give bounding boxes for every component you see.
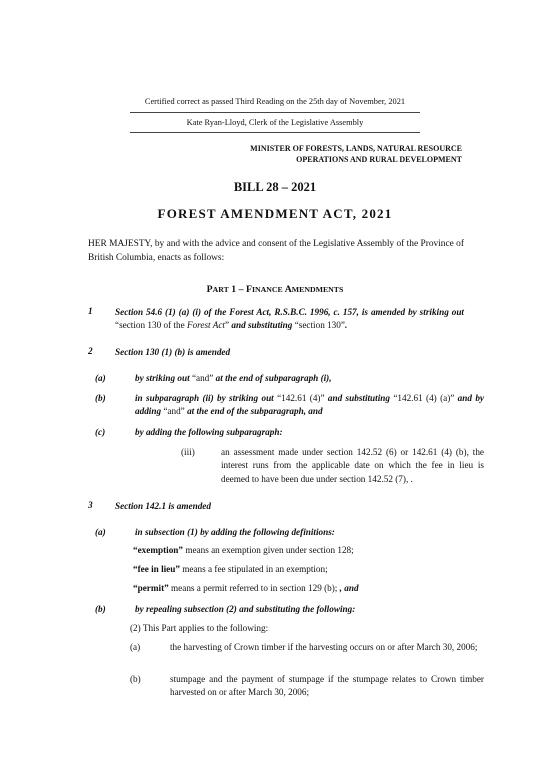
subsection-2: (2) This Part applies to the following: — [130, 623, 269, 633]
section-number: 2 — [88, 346, 93, 356]
paragraph-2a: (a) by striking out “and” at the end of subparagraph (i), — [95, 373, 332, 383]
section-3-heading: Section 142.1 is amended — [115, 501, 211, 511]
part-heading: PART 1 – FINANCE AMENDMENTS — [206, 284, 344, 295]
section-2-heading: Section 130 (1) (b) is amended — [115, 347, 231, 357]
act-title: FOREST AMENDMENT ACT, 2021 — [157, 206, 393, 221]
clerk-line: Kate Ryan-Lloyd, Clerk of the Legislative Assembly — [186, 118, 364, 127]
definition-exemption: “exemption” means an exemption given under section 128; — [133, 545, 354, 555]
paragraph-3b: (b) by repealing subsection (2) and substituting the following: — [95, 604, 356, 614]
clause-b: (b) stumpage and the payment of stumpage if the stumpage relates to Crown timber harvested on or after March 30, 2006; — [130, 674, 484, 698]
subparagraph-iii: (iii) an assessment made under section 142.52 (6) or 142.61 (4) (b), the interest runs from the applicable date on which the fee in lieu is deemed to have been due under section 142.52 (7), . — [181, 447, 484, 484]
minister-line-2: OPERATIONS AND RURAL DEVELOPMENT — [296, 154, 462, 164]
minister-line-1: MINISTER OF FORESTS, LANDS, NATURAL RESOURCE — [250, 144, 462, 153]
paragraph-2b: (b) in subparagraph (ii) by striking out “142.61 (4)” and substituting “142.61 (4) (a)” and by adding “and” at the end of the subparagraph, and — [95, 393, 484, 417]
enacting-clause: HER MAJESTY, by and with the advice and consent of the Legislative Assembly of the Province of British Columbia, enacts as follows: — [88, 239, 464, 263]
clause-a: (a) the harvesting of Crown timber if the harvesting occurs on or after March 30, 2006; — [130, 642, 478, 652]
paragraph-3a: (a) in subsection (1) by adding the following definitions: — [95, 527, 335, 537]
divider — [130, 132, 420, 133]
bill-number: BILL 28 – 2021 — [233, 180, 317, 194]
certification-line: Certified correct as passed Third Reading on the 25th day of November, 2021 — [144, 97, 406, 106]
definition-permit: “permit” means a permit referred to in section 129 (b); , and — [133, 583, 359, 593]
minister-heading — [250, 144, 462, 165]
paragraph-2c: (c) by adding the following subparagraph: — [95, 427, 283, 437]
divider — [130, 112, 420, 113]
section-1-text: Section 54.6 (1) (a) (i) of the Forest Act, R.S.B.C. 1996, c. 157, is amended by striking out “section 130 of the Forest Act” and substituting “section 130”. — [115, 307, 464, 331]
definition-fee-in-lieu: “fee in lieu” means a fee stipulated in an exemption; — [133, 564, 328, 574]
section-number: 1 — [88, 306, 93, 316]
section-number: 3 — [88, 500, 93, 510]
